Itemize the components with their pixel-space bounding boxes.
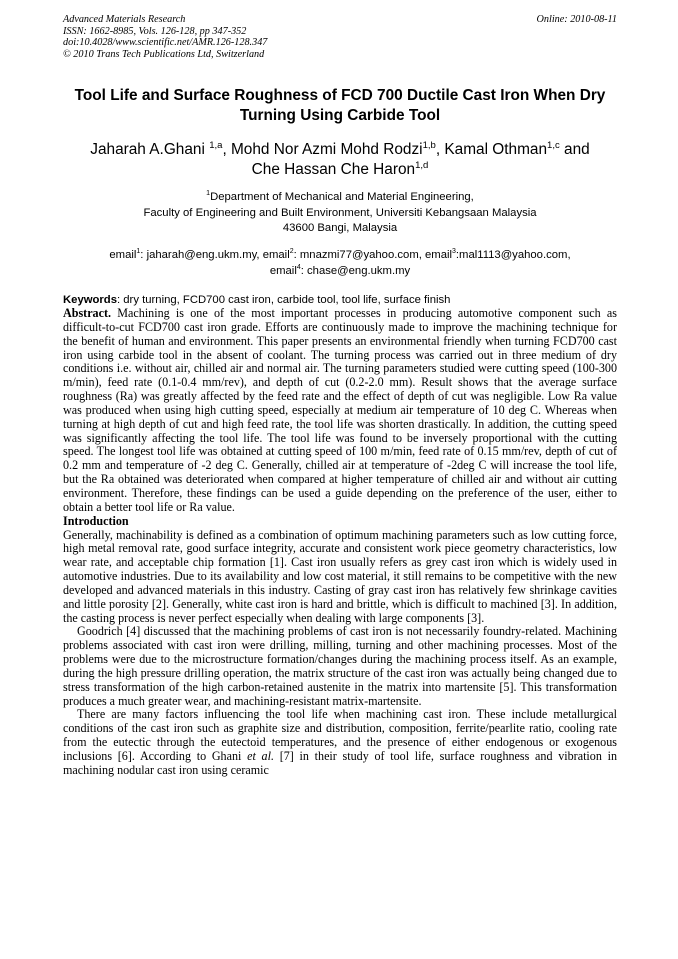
affiliation-line: Faculty of Engineering and Built Environment, Universiti Kebangsaan Malaysia [143, 206, 537, 219]
abstract-label: Abstract. [63, 306, 112, 320]
email-mark: 2 [289, 248, 294, 256]
email-mark: 4 [296, 263, 301, 271]
paragraph-text: There are many factors influencing the tool life when machining cast iron. These include metallurgical conditions of the cast iron such as graphite size and distribution, composition, ferrite/pearlite ratio, cooling rate from the eutectic through the eutectoid temperatures, and the presence of either endogenous or exogenous inclusions [6]. According to Ghani [63, 707, 617, 763]
keywords [63, 293, 617, 307]
paper-title: Tool Life and Surface Roughness of FCD 700 Ductile Cast Iron When Dry Turning Using Carbide Tool [74, 87, 606, 124]
author-affil-mark: 1,c [547, 139, 560, 151]
citation-etal: et al. [247, 749, 274, 763]
paragraph-text: [7] in their study of tool life, surface roughness and vibration in machining nodular cast iron using ceramic [63, 749, 618, 777]
section-heading: Introduction [63, 513, 129, 528]
paper-body [63, 307, 617, 778]
email-label: email [262, 249, 290, 261]
affiliation [63, 190, 617, 237]
abstract [63, 307, 617, 515]
email-label: email [269, 264, 297, 277]
journal-name: Advanced Materials Research [63, 14, 186, 25]
email-list [63, 248, 617, 279]
affiliation-line: 43600 Bangi, Malaysia [282, 222, 398, 234]
email-address: : mnazmi77@yahoo.com, [293, 249, 426, 261]
email-mark: 3 [452, 248, 456, 256]
copyright-line: © 2010 Trans Tech Publications Ltd, Switzerland [63, 48, 265, 60]
paragraph: Goodrich [4] discussed that the machining problems of cast iron is not necessarily foundry-related. Machining problems associated with cast iron were drilling, milling, turning and other machining processes. Most of the problems were due to the microstructure formation/changes during the machining process itself. As an example, during the high pressure drilling operation, the matrix structure of the cast iron was actually being changed due to stress transformation of the high carbon-retained austenite in the matrix into martensite [5]. This transformation produces a much greater wear, and machining-resistant matrix-martensite. [63, 624, 617, 708]
paragraph [63, 708, 617, 777]
journal-header [63, 14, 617, 60]
online-date: Online: 2010-08-11 [536, 14, 617, 25]
author-name: Jaharah A.Ghani [90, 141, 210, 158]
email-address: : jaharah@eng.ukm.my, [140, 249, 263, 261]
email-mark: 1 [136, 248, 141, 256]
keywords-text: : dry turning, FCD700 cast iron, carbide tool, tool life, surface finish [117, 294, 451, 306]
issn-line: ISSN: 1662-8985, Vols. 126-128, pp 347-352 [63, 25, 247, 37]
author-affil-mark: 1,b [422, 139, 436, 151]
author-affil-mark: 1,a [209, 139, 223, 151]
doi-line: doi:10.4028/www.scientific.net/AMR.126-128.347 [63, 37, 268, 49]
email-label: email [425, 249, 453, 261]
author-affil-mark: 1,d [415, 159, 429, 171]
email-address: : chase@eng.ukm.my [300, 264, 411, 277]
abstract-text: Machining is one of the most important processes in producing automotive component such as difficult-to-cut FCD700 cast iron grade. Efforts are continuously made to improve the machining technique for the benefit of human and environment. This paper presents an environmental friendly when turning FCD700 cast iron using carbide tool in the absent of coolant. The turning process was carried out in three medium of dry conditions i.e. without air, chilled air and normal air. The turning parameters studied were cutting speed (100-300 m/min), feed rate (0.1-0.4 mm/rev), and depth of cut (0.2-2.0 mm). Result shows that the average surface roughness (Ra) was greatly affected by the feed rate and the effect of depth of cut was negligible. Low Ra value was produced when using high cutting speed, especially at medium air temperature of 10 deg C. Whereas when turning at high depth of cut and high feed rate, the tool life was shorten drastically. In addition, the cutting speed was significantly affecting the tool life. The tool life was found to be inversely proportional with the cutting speed. The longest tool life was obtained at cutting speed of 100 m/min, feed rate of 0.15 mm/rev, depth of cut of 0.2 mm and temperature of -2 deg C. Generally, chilled air at temperature of -2deg C will increase the tool life, but the Ra obtained was deteriorated when compared at higher temperature of chilled air and without air cutting environment. Therefore, these findings can be used a guide depending on the preference of the user, either to obtain a better tool life or Ra value. [63, 306, 617, 514]
author-name: , Mohd Nor Azmi Mohd Rodzi [222, 141, 423, 158]
affiliation-mark: 1 [206, 190, 211, 198]
email-label: email [109, 249, 137, 261]
author-conjunction: and [559, 141, 590, 158]
author-name: Che Hassan Che Haron [251, 160, 416, 178]
affiliation-line: Department of Mechanical and Material Engineering, [210, 191, 474, 203]
keywords-label: Keywords [63, 294, 117, 306]
email-address: :mal1113@yahoo.com, [455, 249, 571, 261]
paragraph: Generally, machinability is defined as a combination of optimum machining parameters such as low cutting force, high metal removal rate, good surface integrity, accurate and consistent work piece geometry characteristics, low wear rate, and acceptable chip formation [1]. Cast iron usually refers as grey cast iron which is widely used in automotive industries. Due to its availability and low cost material, it still remains to be competitive with the new developed and advanced materials in this industry. Casting of gray cast iron has relatively few shrinkage cavities and little porosity [2]. Generally, white cast iron is hard and brittle, which is difficult to machined [3]. In addition, the casting process is never perfect especially when dealing with large components [3]. [63, 527, 617, 625]
author-list [63, 140, 617, 179]
author-name: , Kamal Othman [435, 141, 548, 158]
